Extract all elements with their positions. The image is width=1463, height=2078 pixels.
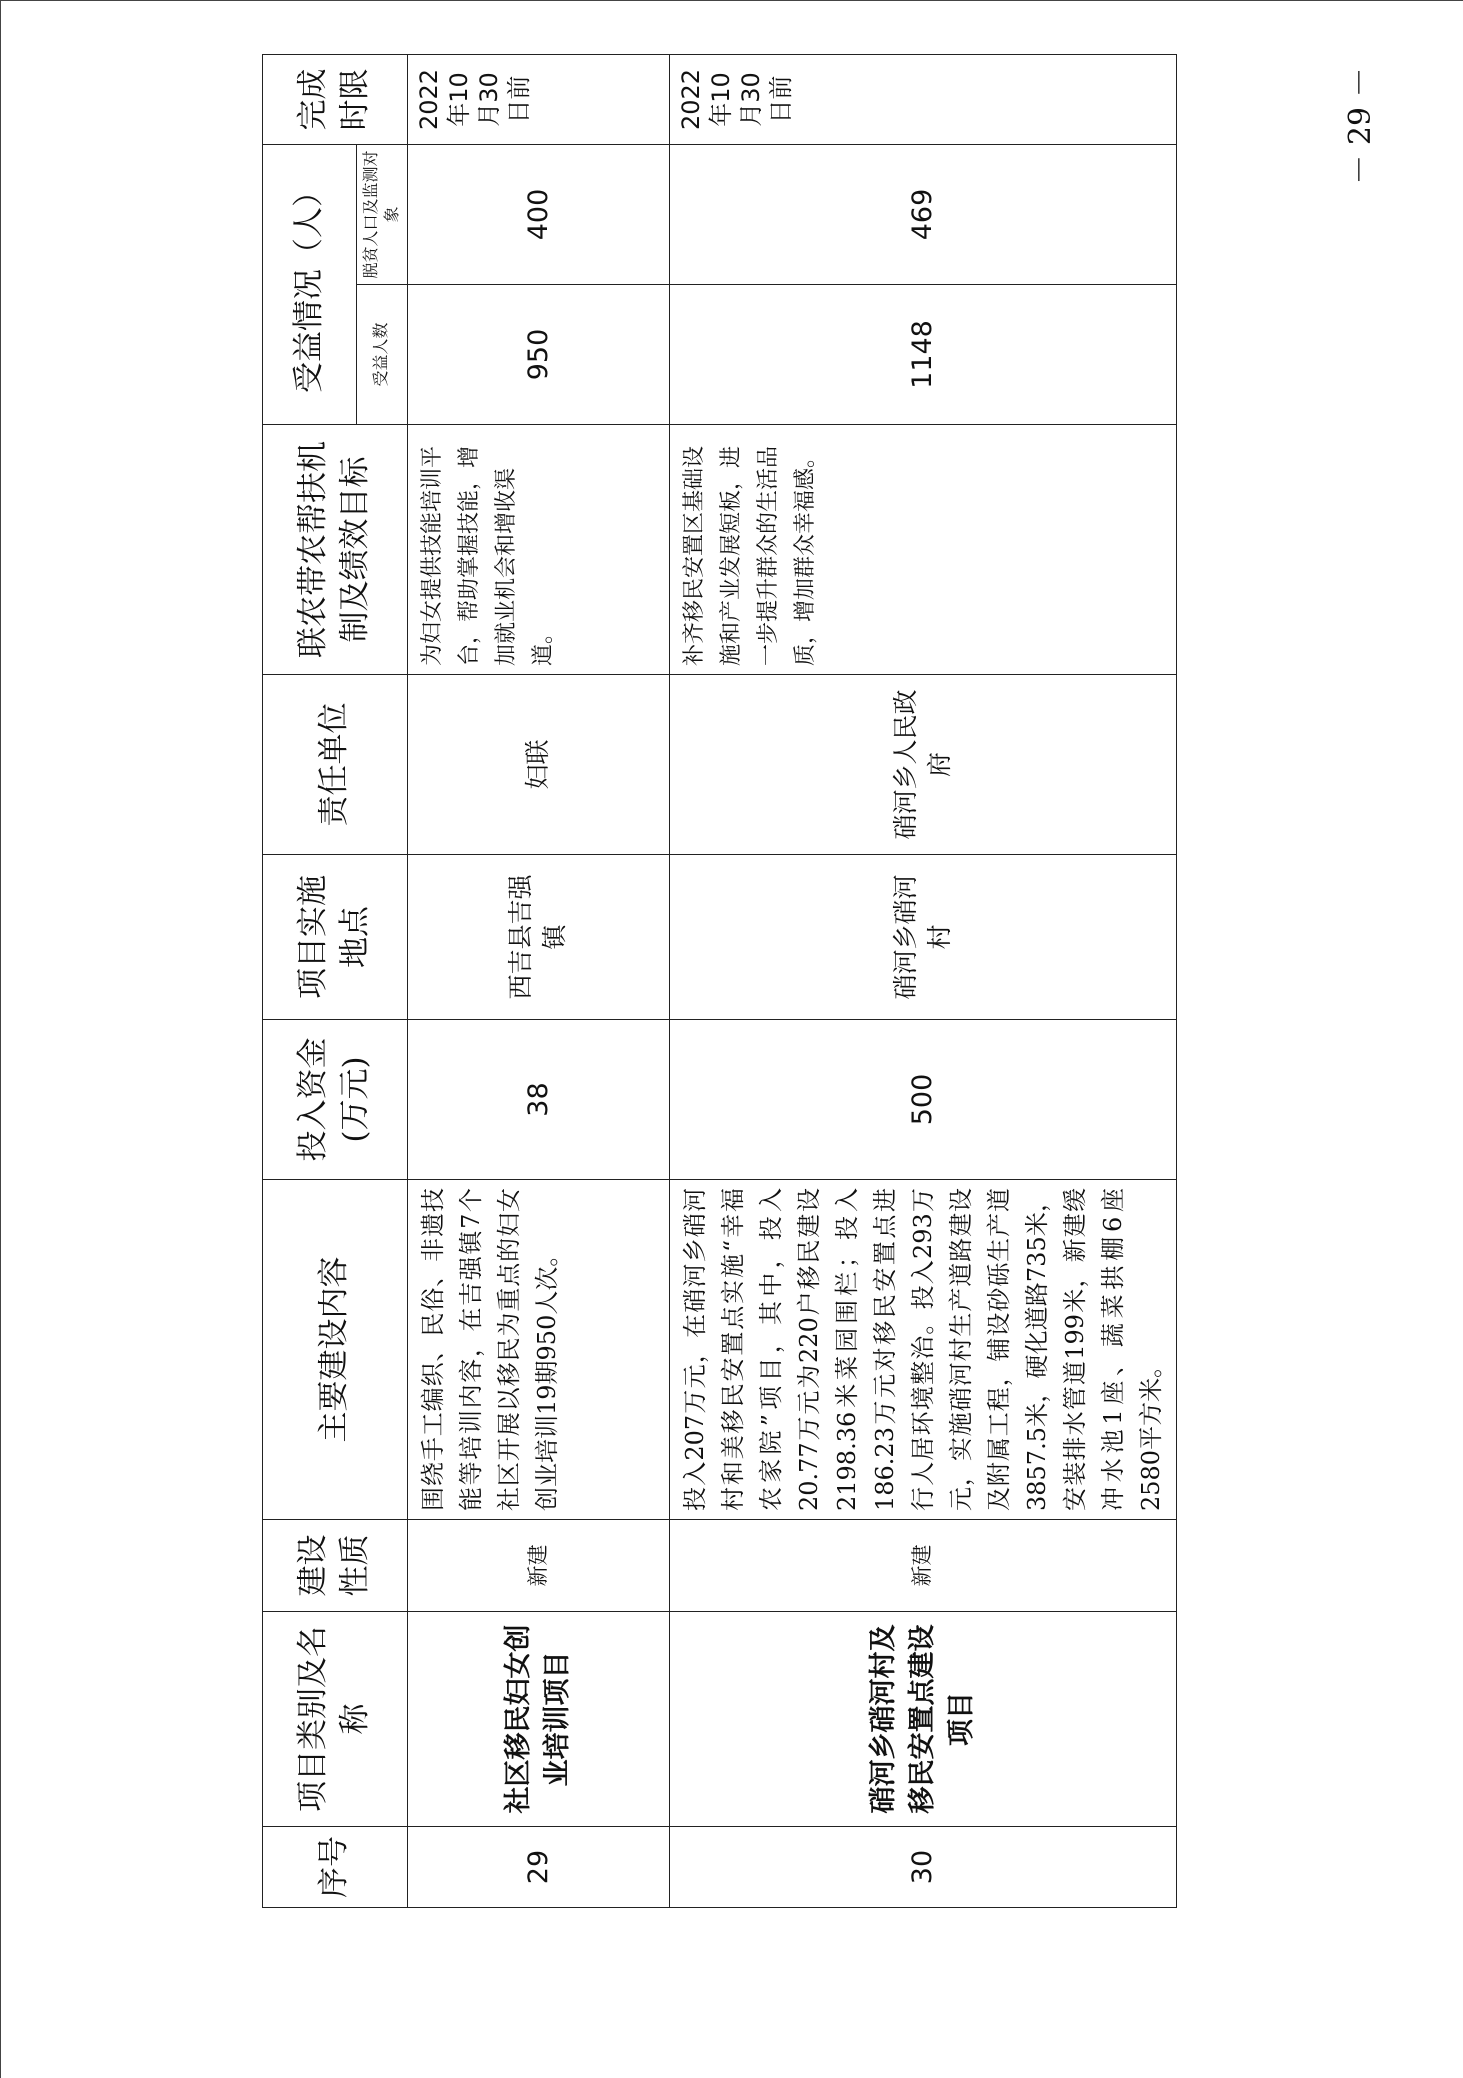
row-unit: 硝河乡人民政府 — [669, 675, 1176, 855]
header-location: 项目实施地点 — [263, 855, 408, 1020]
row-seq: 29 — [407, 1827, 669, 1908]
row-nature: 新建 — [407, 1520, 669, 1612]
header-mechanism: 联农带农帮扶机制及绩效目标 — [263, 425, 408, 675]
header-row — [263, 55, 357, 1908]
header-content: 主要建设内容 — [263, 1180, 408, 1520]
row-beneficiary-poor: 469 — [669, 145, 1176, 285]
header-investment: 投入资金(万元) — [263, 1020, 408, 1180]
table-row — [669, 55, 1176, 1908]
row-investment: 38 — [407, 1020, 669, 1180]
row-beneficiary-total: 1148 — [669, 285, 1176, 425]
header-seq: 序号 — [263, 1827, 408, 1908]
row-deadline: 2022年10月30日前 — [407, 55, 669, 145]
row-unit: 妇联 — [407, 675, 669, 855]
page-edge-left — [0, 0, 1, 2078]
row-beneficiary-poor: 400 — [407, 145, 669, 285]
header-name: 项目类别及名称 — [263, 1612, 408, 1827]
row-location: 硝河乡硝河村 — [669, 855, 1176, 1020]
project-table — [262, 54, 1177, 1908]
header-beneficiary-total: 受益人数 — [357, 285, 408, 425]
row-mechanism: 补齐移民安置区基础设施和产业发展短板，进一步提升群众的生活品质，增加群众幸福感。 — [669, 425, 1176, 675]
row-content: 围绕手工编织、民俗、非遗技能等培训内容，在吉强镇7个社区开展以移民为重点的妇女创业培训19期950人次。 — [407, 1180, 669, 1520]
row-nature: 新建 — [669, 1520, 1176, 1612]
rotated-table-container — [262, 55, 1165, 1908]
page-number: － 29 － — [1343, 67, 1378, 185]
row-deadline: 2022年10月30日前 — [669, 55, 1176, 145]
header-nature: 建设性质 — [263, 1520, 408, 1612]
header-unit: 责任单位 — [263, 675, 408, 855]
header-beneficiary: 受益情况（人） — [263, 145, 357, 425]
row-project-name: 社区移民妇女创业培训项目 — [407, 1612, 669, 1827]
row-beneficiary-total: 950 — [407, 285, 669, 425]
row-mechanism: 为妇女提供技能培训平台，帮助掌握技能，增加就业机会和增收渠道。 — [407, 425, 669, 675]
page-edge-top — [0, 0, 1463, 1]
row-investment: 500 — [669, 1020, 1176, 1180]
header-beneficiary-poor: 脱贫人口及监测对象 — [357, 145, 408, 285]
row-content: 投入207万元，在硝河乡硝河村和美移民安置点实施“幸福农家院”项目，其中，投入20.77万元为220户移民建设2198.36米菜园围栏；投入186.23万元对移民安置点进行人居环境整治。投入293万元，实施硝河村生产道路建设及附属工程，铺设砂砾生产道3857.5米，硬化道路735米，安装排水管道199米，新建缓冲水池1座、蔬菜拱棚6座2580平方米。 — [669, 1180, 1176, 1520]
row-location: 西吉县吉强镇 — [407, 855, 669, 1020]
row-project-name: 硝河乡硝河村及移民安置点建设项目 — [669, 1612, 1176, 1827]
table-row — [407, 55, 669, 1908]
row-seq: 30 — [669, 1827, 1176, 1908]
header-deadline: 完成时限 — [263, 55, 408, 145]
